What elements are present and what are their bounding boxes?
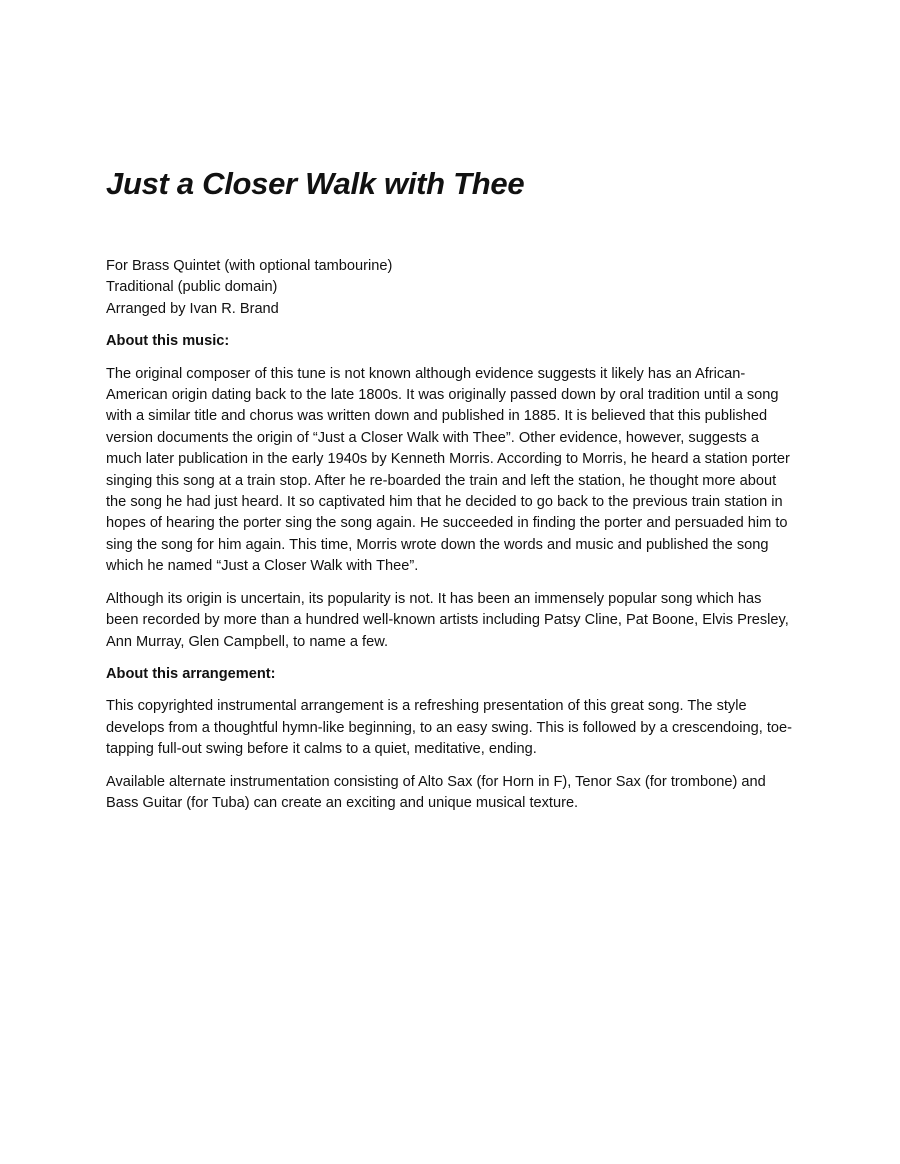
document-title: Just a Closer Walk with Thee	[106, 166, 525, 201]
instrumentation-line: For Brass Quintet (with optional tambourine)	[106, 258, 393, 274]
about-arrangement-paragraph: This copyrighted instrumental arrangement is a refreshing presentation of this great song. The style develops from a thoughtful hymn-like beginning, to an easy swing. This is followed by a crescendoing, toe-tapping full-out swing before it calms to a quiet, meditative, ending.	[106, 698, 793, 758]
about-arrangement-heading: About this arrangement:	[106, 665, 276, 682]
about-music-paragraph: Although its origin is uncertain, its popularity is not. It has been an immensely popular song which has been recorded by more than a hundred well-known artists including Patsy Cline, Pat Boone, Elvis Presley, Ann Murray, Glen Campbell, to name a few.	[106, 590, 789, 650]
document-body	[106, 256, 796, 814]
about-music-heading: About this music:	[106, 333, 230, 350]
about-arrangement-paragraph: Available alternate instrumentation consisting of Alto Sax (for Horn in F), Tenor Sax (for trombone) and Bass Guitar (for Tuba) can create an exciting and unique musical texture.	[106, 773, 766, 811]
origin-line: Traditional (public domain)	[106, 279, 278, 296]
arranger-line: Arranged by Ivan R. Brand	[106, 300, 279, 317]
about-music-paragraph: The original composer of this tune is not known although evidence suggests it likely has an African-American origin dating back to the late 1800s. It was originally passed down by oral tradition until a song with a similar title and chorus was written down and published in 1885. It is believed that this published version documents the origin of “Just a Closer Walk with Thee”. Other evidence, however, suggests a much later publication in the early 1940s by Kenneth Morris. According to Morris, he heard a station porter singing this song at a train stop. After he re-boarded the train and left the station, he thought more about the song he had just heard. It so captivated him that he decided to go back to the previous train station in hopes of hearing the porter sing the song again. He succeeded in finding the porter and persuaded him to sing the song for him again. This time, Morris wrote down the words and music and published the song which he named “Just a Closer Walk with Thee”.	[106, 365, 790, 575]
